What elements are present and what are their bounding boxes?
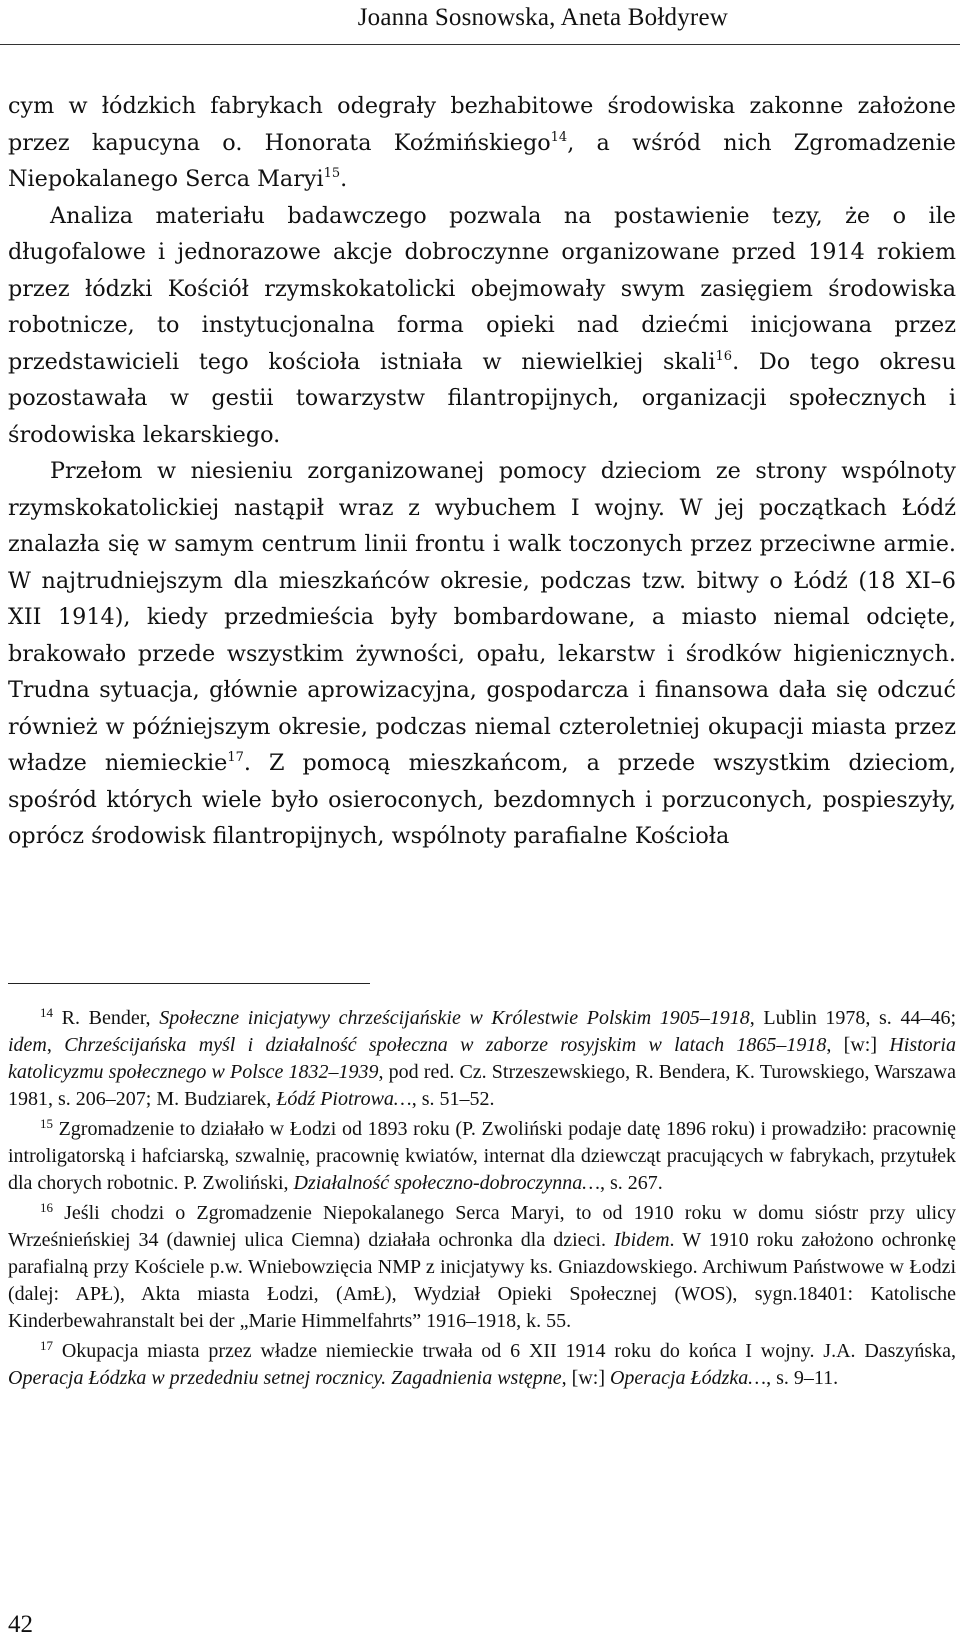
text-span: , Lublin 1978, s. 44–46; (749, 1007, 956, 1029)
running-title: Joanna Sosnowska, Aneta Bołdyrew (357, 4, 728, 31)
text-span: , a wśród nich Zgromadzenie Niepokalanego Serca Maryi (8, 129, 956, 192)
footnote-number: 16 (40, 1200, 53, 1215)
footnote-number: 15 (40, 1116, 53, 1131)
text-span: . W 1910 roku założono ochronkę parafialną przy Kościele p.w. Wniebowzięcia NMP z inicjatywy ks. Gniazdowskiego. Archiwum Państwowe w Łodzi (dalej: APŁ), Akta miasta Łodzi, (AmŁ), Wydział Opieki Społecznej (WOS), sygn.18401: Katolische Kinderbewahranstalt bei der „Marie Himmelfahrts” 1916–1918, k. 55. (8, 1229, 956, 1332)
text-span: . Z pomocą mieszkańcom, a przede wszystkim dzieciom, spośród których wiele było osieroconych, bezdomnych i porzuconych, pospieszyły, oprócz środowisk filantropijnych, wspólnoty parafialne Kościoła (8, 750, 956, 849)
text-span: Zgromadzenie to działało w Łodzi od 1893 roku (P. Zwoliński podaje datę 1896 roku) i prowadziło: pracownię introligatorską i hafciarską, szwalnię, pracownię kwiatów, internat dla dziewcząt pracujących w fabrykach, przytułek dla chorych robotnic. P. Zwoliński, (8, 1118, 956, 1194)
italic-title: Historia katolicyzmu społecznego w Polsce 1832–1939 (8, 1034, 956, 1083)
footnote-separator (8, 983, 370, 984)
text-span: R. Bender, (53, 1007, 160, 1029)
text-span: . Do tego okresu pozostawała w gestii towarzystw filantropijnych, organizacji społecznych i środowiska lekarskiego. (8, 348, 956, 448)
italic-title: Chrześcijańska myśl i działalność społeczna w zaborze rosyjskim w latach 1865–1918 (64, 1034, 827, 1056)
footnote-ref-16: 16 (715, 348, 733, 364)
text-span: cym w łódzkich fabrykach odegrały bezhabitowe środowiska zakonne założone przez kapucyna o. Honorata Koźmińskiego (8, 93, 956, 156)
page-number: 42 (8, 1611, 33, 1638)
footnote-16 (8, 1200, 956, 1335)
text-span: , s. 51–52. (411, 1088, 495, 1110)
text-span: Okupacja miasta przez władze niemieckie trwała od 6 XII 1914 roku do końca I wojny. J.A. Daszyńska, (53, 1340, 956, 1362)
text-span: . (340, 166, 348, 192)
main-text (8, 88, 956, 855)
text-span: , [w:] (561, 1367, 610, 1389)
text-span: , pod red. Cz. Strzeszewskiego, R. Bendera, K. Turowskiego, Warszawa 1981, s. 206–207; M. Budziarek, (8, 1061, 956, 1110)
footnote-15 (8, 1116, 956, 1197)
italic-title: idem (8, 1034, 47, 1056)
text-span: , (46, 1034, 65, 1056)
footnote-ref-15: 15 (323, 166, 341, 181)
italic-title: Ibidem (614, 1229, 670, 1251)
italic-title: Łódź Piotrowa… (276, 1088, 412, 1110)
footnote-number: 14 (40, 1005, 53, 1020)
running-header (0, 0, 960, 45)
footnote-ref-14: 14 (550, 129, 568, 145)
paragraph-2 (8, 198, 956, 454)
text-span: , [w:] (826, 1034, 890, 1056)
text-span: Jeśli chodzi o Zgromadzenie Niepokalanego Serca Maryi, to od 1910 roku w domu sióstr przy ulicy Wrześnieńskiej 34 (dawniej ulica Ciemna) działała ochronka dla dzieci. (8, 1202, 956, 1251)
italic-title: Operacja Łódzka w przededniu setnej rocznicy. Zagadnienia wstępne (8, 1367, 562, 1389)
italic-title: Operacja Łódzka… (609, 1367, 767, 1389)
footnote-ref-17: 17 (227, 750, 244, 765)
text-span: Przełom w niesieniu zorganizowanej pomocy dzieciom ze strony wspólnoty rzymskokatolickiej nastąpił wraz z wybuchem I wojny. W jej początkach Łódź znalazła się w samym centrum linii frontu i walk toczonych przez przeciwne armie. W najtrudniejszym dla mieszkańców okresie, podczas tzw. bitwy o Łódź (18 XI–6 XII 1914), kiedy przedmieścia były bombardowane, a miasto niemal odcięte, brakowało przede wszystkim żywności, opału, lekarstw i środków higienicznych. Trudna sytuacja, głównie aprowizacyjna, gospodarcza i finansowa dała się odczuć również w późniejszym okresie, podczas niemal czteroletniej okupacji miasta przez władze niemieckie (8, 458, 956, 776)
footnote-number: 17 (40, 1338, 53, 1353)
italic-title: Działalność społeczno-dobroczynna… (293, 1172, 600, 1194)
text-span: , s. 9–11. (766, 1367, 839, 1389)
text-span: Analiza materiału badawczego pozwala na postawienie tezy, że o ile długofalowe i jednorazowe akcje dobroczynne organizowane przed 1914 rokiem przez łódzki Kościół rzymskokatolicki obejmowały swym zasięgiem środowiska robotnicze, to instytucjonalna forma opieki nad dziećmi inicjowana przez przedstawicieli tego kościoła istniała w niewielkiej skali (8, 202, 956, 375)
paragraph-1 (8, 88, 956, 198)
footnote-17 (8, 1338, 956, 1392)
footnotes (8, 1005, 956, 1395)
text-span: , s. 267. (600, 1172, 663, 1194)
italic-title: Społeczne inicjatywy chrześcijańskie w Królestwie Polskim 1905–1918 (159, 1007, 750, 1029)
paragraph-3 (8, 453, 956, 855)
footnote-14 (8, 1005, 956, 1113)
